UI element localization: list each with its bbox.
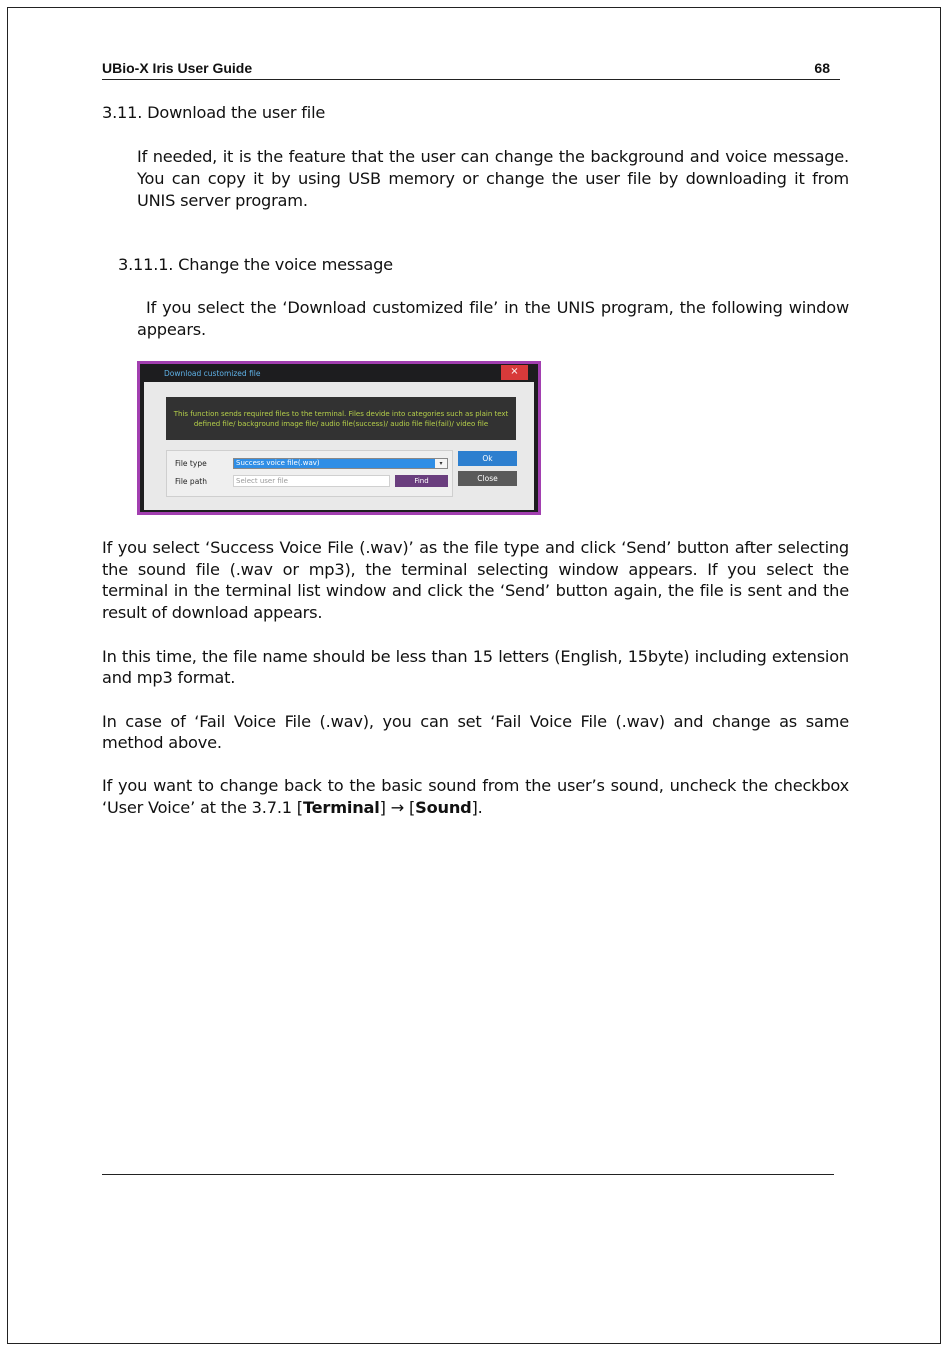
sound-menu-ref: Sound <box>415 798 472 817</box>
header-title: UBio-X Iris User Guide <box>102 60 253 76</box>
chevron-down-icon[interactable]: ▾ <box>435 459 447 468</box>
dialog-message-line: This function sends required files to the terminal. Files devide into categories such as plain text <box>173 409 509 418</box>
paragraph-line: In case of ‘Fail Voice File (.wav), you can set ‘Fail Voice File (.wav) and change as same <box>102 712 849 731</box>
download-customized-file-dialog <box>137 361 541 515</box>
text-run: ]. <box>471 798 483 817</box>
section-heading: 3.11. Download the user file <box>102 103 326 122</box>
footer-rule <box>102 1174 834 1175</box>
paragraph-line: the sound file (.wav or mp3), the terminal selecting window appears. If you select the <box>102 560 849 579</box>
file-options-group <box>166 450 453 497</box>
dialog-body <box>144 382 534 510</box>
file-type-label: File type <box>175 459 207 468</box>
terminal-menu-ref: Terminal <box>302 798 380 817</box>
intro-line: You can copy it by using USB memory or change the user file by downloading it from <box>137 169 849 188</box>
text-run: ] → [ <box>379 798 416 817</box>
dialog-message <box>166 397 516 440</box>
intro-line: UNIS server program. <box>137 191 308 210</box>
find-button[interactable]: Find <box>395 475 448 487</box>
page-number: 68 <box>814 60 830 76</box>
file-path-input[interactable]: Select user file <box>233 475 390 487</box>
paragraph-line: In this time, the file name should be less than 15 letters (English, 15byte) including extension <box>102 647 849 666</box>
paragraph-line: result of download appears. <box>102 603 323 622</box>
intro-line: appears. <box>137 320 206 339</box>
paragraph-line: method above. <box>102 733 222 752</box>
intro-line: If you select the ‘Download customized file’ in the UNIS program, the following window <box>146 298 849 317</box>
subsection-heading: 3.11.1. Change the voice message <box>118 255 393 274</box>
paragraph-line: and mp3 format. <box>102 668 236 687</box>
dialog-message-line: defined file/ background image file/ audio file(success)/ audio file file(fail)/ video file <box>193 419 489 428</box>
dialog-title: Download customized file <box>164 369 261 378</box>
header-rule <box>102 79 840 80</box>
paragraph-line: If you select ‘Success Voice File (.wav)’ as the file type and click ‘Send’ button after selecting <box>102 538 849 557</box>
close-button[interactable]: Close <box>458 471 517 486</box>
close-icon[interactable]: × <box>501 365 528 380</box>
paragraph-line: If you want to change back to the basic sound from the user’s sound, uncheck the checkbox <box>102 776 849 795</box>
intro-line: If needed, it is the feature that the user can change the background and voice message. <box>137 147 849 166</box>
file-type-value: Success voice file(.wav) <box>236 459 320 467</box>
file-type-select[interactable] <box>233 458 448 469</box>
ok-button[interactable]: Ok <box>458 451 517 466</box>
text-run: ‘User Voice’ at the 3.7.1 [ <box>102 798 303 817</box>
paragraph-line <box>102 797 849 819</box>
file-path-label: File path <box>175 477 207 486</box>
paragraph-line: terminal in the terminal list window and click the ‘Send’ button again, the file is sent and the <box>102 581 849 600</box>
